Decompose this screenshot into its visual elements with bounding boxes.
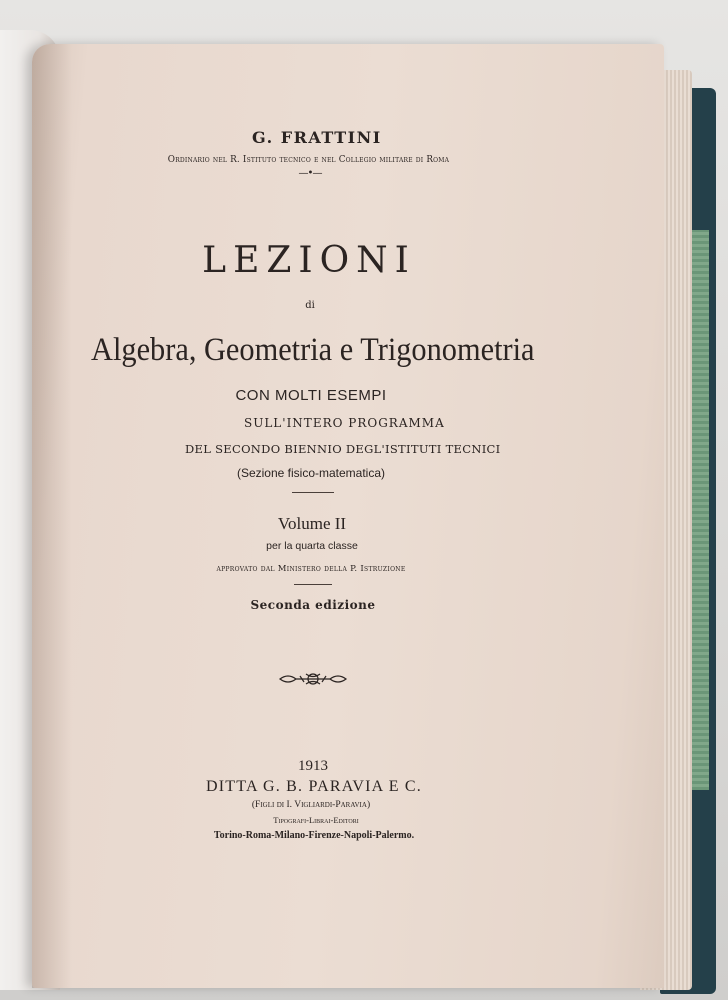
- subtitle-line-3: DEL SECONDO BIENNIO DEGL'ISTITUTI TECNICI: [185, 442, 501, 456]
- book-subject: Algebra, Geometria e Trigonometria: [91, 332, 535, 368]
- printer-ornament-icon: [278, 670, 348, 688]
- small-ornament: —•—: [298, 168, 322, 179]
- approval-note: approvato dal Ministero della P. Istruzione: [216, 564, 406, 574]
- publisher-role: Tipografi-Librai-Editori: [273, 815, 359, 825]
- title-connector: di: [305, 300, 315, 311]
- publisher-name: DITTA G. B. PARAVIA E C.: [206, 778, 422, 795]
- author-name: G. FRATTINI: [252, 128, 382, 147]
- publisher-detail: (Figli di I. Vigliardi-Paravia): [251, 800, 371, 810]
- subtitle-line-2: SULL'INTERO PROGRAMMA: [244, 416, 445, 430]
- subtitle-line-4: (Sezione fisico-matematica): [236, 466, 386, 480]
- divider-rule: [292, 492, 334, 493]
- edition-label: Seconda edizione: [250, 598, 376, 612]
- gutter-shadow: [32, 44, 72, 988]
- author-affiliation: Ordinario nel R. Istituto tecnico e nel Collegio militare di Roma: [167, 155, 450, 165]
- subtitle-line-1: CON MOLTI ESEMPI: [235, 387, 387, 404]
- book-title: LEZIONI: [202, 240, 416, 281]
- class-note: per la quarta classe: [266, 540, 358, 552]
- publication-year: 1913: [298, 758, 328, 774]
- publisher-cities: Torino-Roma-Milano-Firenze-Napoli-Palermo.: [213, 830, 415, 841]
- volume-label: Volume II: [277, 514, 347, 533]
- divider-rule: [294, 584, 332, 585]
